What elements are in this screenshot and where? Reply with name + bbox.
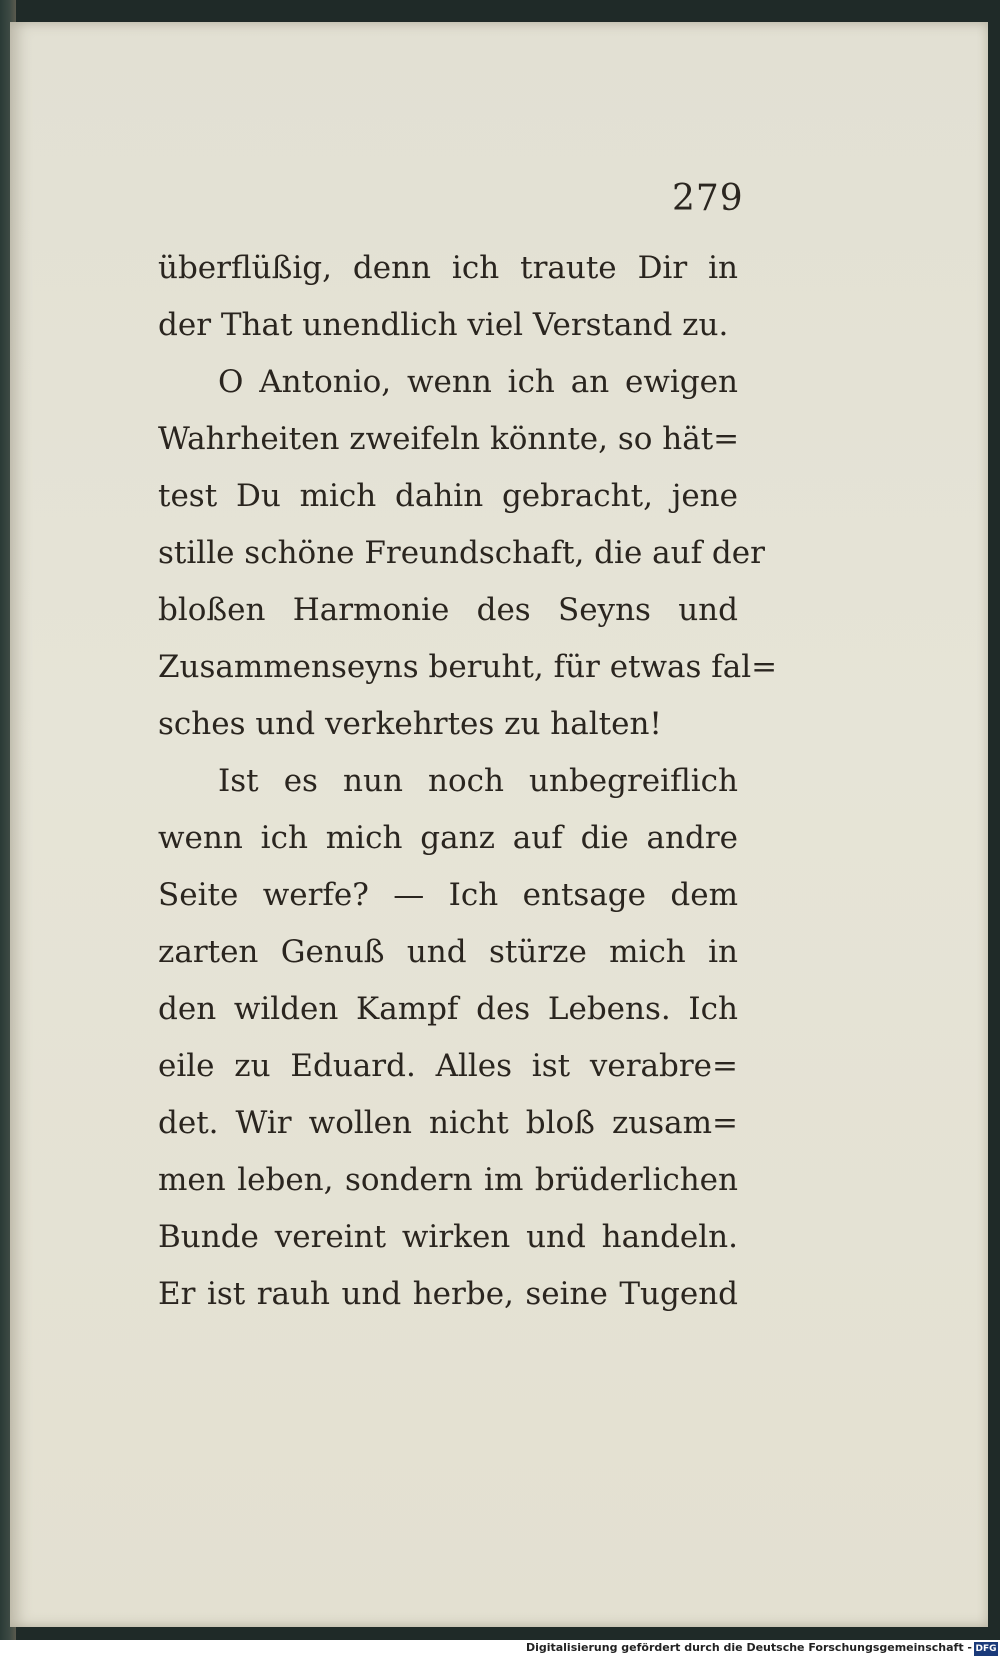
text-line: den wilden Kampf des Lebens. Ich xyxy=(158,991,738,1027)
text-line: der That unendlich viel Verstand zu. xyxy=(158,307,729,343)
text-line: O Antonio, wenn ich an ewigen xyxy=(218,364,738,400)
text-line: bloßen Harmonie des Seyns und xyxy=(158,592,738,628)
text-line: überflüßig, denn ich traute Dir in xyxy=(158,250,738,286)
text-line: stille schöne Freundschaft, die auf der xyxy=(158,535,765,571)
dfg-logo: DFG xyxy=(975,1644,997,1654)
text-line: Ist es nun noch unbegreiflich xyxy=(218,763,738,799)
text-line: sches und verkehrtes zu halten! xyxy=(158,706,662,742)
text-line: zarten Genuß und stürze mich in xyxy=(158,934,738,970)
digitization-footer xyxy=(0,1640,1000,1659)
funding-credit: Digitalisierung gefördert durch die Deutsche Forschungsgemeinschaft - xyxy=(525,1641,972,1654)
text-line: det. Wir wollen nicht bloß zusam= xyxy=(158,1105,738,1141)
body-text xyxy=(158,240,778,1323)
text-line: Zusammenseyns beruht, für etwas fal= xyxy=(158,649,778,685)
text-line: Bunde vereint wirken und handeln. xyxy=(158,1219,738,1255)
text-line: men leben, sondern im brüderlichen xyxy=(158,1162,738,1198)
text-line: test Du mich dahin gebracht, jene xyxy=(158,478,738,514)
text-line: Wahrheiten zweifeln könnte, so hät= xyxy=(158,421,740,457)
text-line: eile zu Eduard. Alles ist verabre= xyxy=(158,1048,738,1084)
text-line: Seite werfe? — Ich entsage dem xyxy=(158,877,738,913)
text-line: Er ist rauh und herbe, seine Tugend xyxy=(158,1276,738,1312)
page-number: 279 xyxy=(672,178,744,219)
text-line: wenn ich mich ganz auf die andre xyxy=(158,820,738,856)
